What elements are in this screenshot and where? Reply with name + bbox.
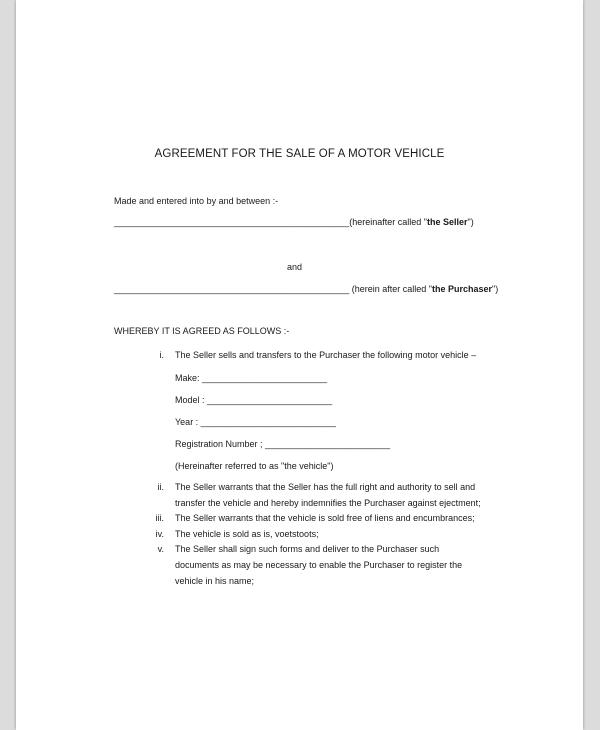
seller-label-bold: the Seller [427, 217, 468, 227]
purchaser-label-post: ") [492, 284, 499, 294]
clause-1-referred: (Hereinafter referred to as "the vehicle") [175, 461, 334, 471]
clause-1-registration: Registration Number ; _________________________ [175, 439, 391, 449]
document-page [16, 0, 583, 730]
seller-label-post: ") [467, 217, 474, 227]
clause-5-line-2: documents as may be necessary to enable the Purchaser to register the [175, 560, 463, 570]
document-title: AGREEMENT FOR THE SALE OF A MOTOR VEHICLE [154, 148, 445, 160]
clause-1-make: Make: _________________________ [175, 373, 328, 383]
purchaser-label-pre: (herein after called " [351, 284, 433, 294]
clause-1-number: i. [159, 350, 164, 360]
clause-5-line-1: The Seller shall sign such forms and deliver to the Purchaser such [175, 544, 440, 554]
clause-3-text: The Seller warrants that the vehicle is sold free of liens and encumbrances; [175, 513, 475, 523]
clause-4-number: iv. [155, 529, 164, 539]
purchaser-blank: _______________________________________________ [114, 284, 352, 294]
and-text: and [287, 262, 303, 272]
clause-3-number: iii. [155, 513, 164, 523]
clause-1-model: Model : _________________________ [175, 395, 333, 405]
clause-2-number: ii. [157, 482, 164, 492]
whereby-heading: WHEREBY IT IS AGREED AS FOLLOWS :- [114, 326, 290, 336]
clause-4-text: The vehicle is sold as is, voetstoots; [175, 529, 319, 539]
intro-text: Made and entered into by and between :- [114, 196, 279, 206]
clause-1-text: The Seller sells and transfers to the Purchaser the following motor vehicle – [175, 350, 477, 360]
seller-label-pre: (hereinafter called " [349, 217, 428, 227]
clause-1-year: Year : ___________________________ [175, 417, 336, 427]
clause-2-line-2: transfer the vehicle and hereby indemnifies the Purchaser against ejectment; [175, 498, 481, 508]
seller-blank: _______________________________________________ [114, 217, 350, 227]
clause-5-line-3: vehicle in his name; [175, 576, 255, 586]
purchaser-line [114, 284, 498, 295]
seller-line [114, 217, 474, 228]
clause-2-line-1: The Seller warrants that the Seller has the full right and authority to sell and [175, 482, 476, 492]
purchaser-label-bold: the Purchaser [432, 284, 493, 294]
clause-5-number: v. [157, 544, 164, 554]
